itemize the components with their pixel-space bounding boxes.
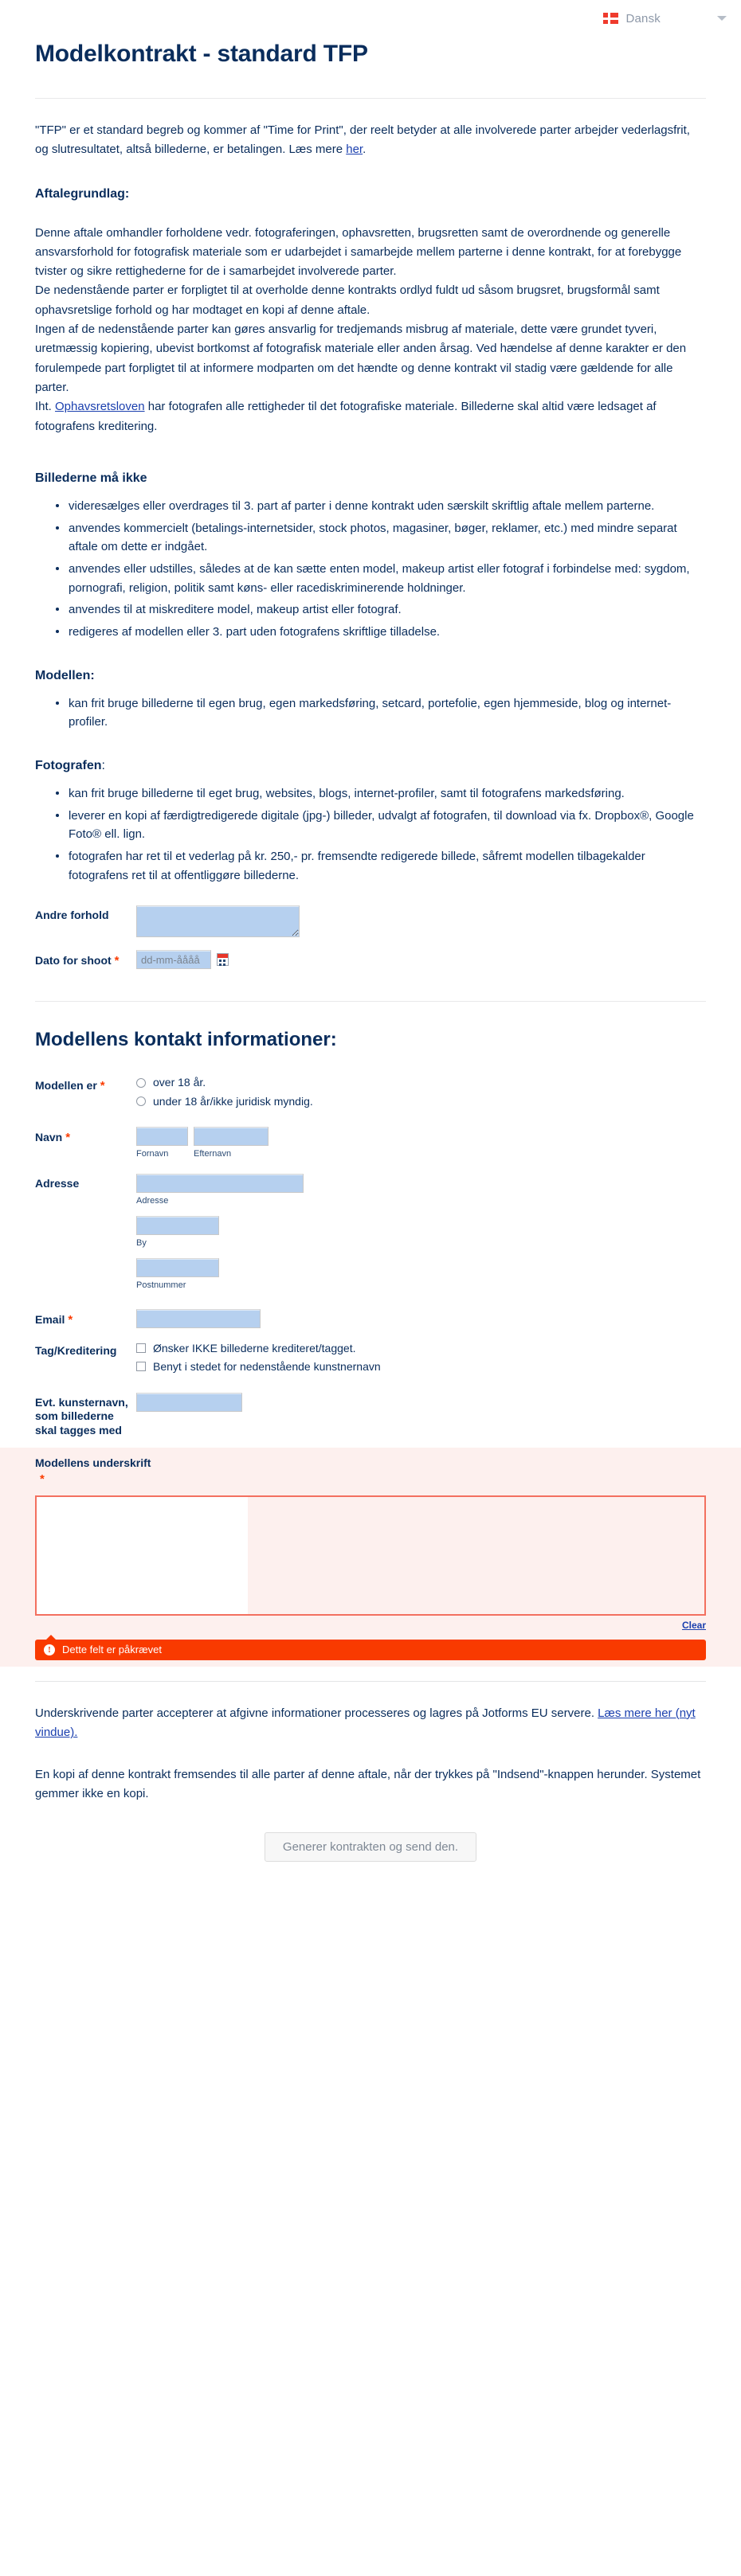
heading-fotografen: [35, 759, 706, 773]
agreement-paragraph-2: De nedenstående parter er forpligtet til at overholde denne kontrakts ordlyd fuldt ud såsom brugsret, brugsformål samt ophavsretslige forhold og har modtaget en kopi af denne aftale.: [35, 283, 660, 317]
field-row-address: [35, 1174, 706, 1292]
heading-aftalegrundlag: Aftalegrundlag:: [35, 186, 130, 201]
field-row-artist-name: [35, 1393, 706, 1439]
heading-modellen: Modellen:: [35, 668, 95, 682]
label-adresse: Adresse: [35, 1177, 80, 1190]
street-address-sublabel: Adresse: [136, 1196, 169, 1206]
required-asterisk: *: [65, 1130, 71, 1144]
field-row-shoot-date: [35, 950, 706, 969]
signature-canvas[interactable]: [35, 1495, 706, 1616]
title-divider: [35, 98, 706, 99]
label-navn: [35, 1127, 136, 1145]
control-email: [136, 1309, 706, 1328]
city-sublabel: By: [136, 1238, 147, 1249]
first-name-cell: [136, 1127, 188, 1159]
signature-section: [0, 1448, 741, 1667]
photographer-rights-list: [35, 784, 706, 885]
checkbox-label: Ønsker IKKE billederne krediteret/tagget.: [153, 1342, 356, 1355]
zip-sublabel: Postnummer: [136, 1280, 186, 1291]
list-item: fotografen har ret til et vederlag på kr. 250,- pr. fremsendte redigerede billede, såfremt modellen tilbagekalder fotografens ret til at offentliggøre billederne.: [56, 847, 706, 885]
label-modellens-underskrift: [35, 1456, 210, 1487]
list-item: videresælges eller overdrages til 3. part af parter i denne kontrakt uden særskilt skriftlig aftale mellem parterne.: [56, 497, 706, 516]
clear-signature-button[interactable]: Clear: [681, 1619, 706, 1631]
field-row-model-age: [35, 1075, 706, 1112]
shoot-date-input[interactable]: [136, 950, 211, 969]
last-name-cell: [194, 1127, 269, 1159]
model-rights-list: [35, 694, 706, 732]
checkbox-icon[interactable]: [136, 1343, 146, 1353]
chevron-down-icon[interactable]: [717, 16, 727, 21]
danish-flag-icon: [603, 13, 618, 24]
language-label: Dansk: [625, 11, 661, 25]
list-item: anvendes til at miskreditere model, makeup artist eller fotograf.: [56, 600, 706, 620]
consent-paragraph: [35, 1704, 706, 1743]
exclamation-icon: !: [44, 1644, 55, 1655]
restrictions-list: [35, 497, 706, 642]
field-row-name: [35, 1127, 706, 1159]
form-content: [0, 40, 741, 1862]
calendar-icon[interactable]: [217, 953, 229, 966]
field-row-tagging: [35, 1341, 706, 1378]
signature-drawing-area[interactable]: [37, 1497, 248, 1614]
control-tagging: [136, 1341, 706, 1378]
language-bar: [0, 0, 741, 37]
agreement-paragraph-3: Ingen af de nedenstående parter kan gøres ansvarlig for tredjemands misbrug af materiale, dette være grundet tyveri, uretmæssig kopiering, ubevist bortkomst af fotografisk materiale eller anden årsag. Ved hændelse af denne karakter er den forulempede part forpligtet til at informere modparten om det hændte og denne kontrakt vil stadig være gældende for alle parter.: [35, 322, 687, 394]
consent-text: Underskrivende parter accepterer at afgivne informationer processeres og lagres på Jotforms EU servere.: [35, 1706, 598, 1720]
date-input-group: [136, 950, 706, 969]
radio-label: under 18 år/ikke juridisk myndig.: [153, 1094, 313, 1108]
page-title: Modelkontrakt - standard TFP: [35, 41, 368, 67]
label-email: [35, 1309, 136, 1327]
list-item: leverer en kopi af færdigtredigerede digitale (jpg-) billeder, udvalgt af fotografen, til download via fx. Dropbox®, Google Foto® ell. lign.: [56, 807, 706, 844]
agreement-paragraph-4: [35, 397, 706, 436]
radio-icon[interactable]: [136, 1096, 146, 1106]
control-shoot-date: [136, 950, 706, 969]
artist-name-input[interactable]: [136, 1393, 242, 1412]
checkbox-option-no-credit[interactable]: [136, 1341, 706, 1355]
language-selector[interactable]: [603, 12, 727, 25]
first-name-sublabel: Fornavn: [136, 1148, 169, 1159]
agreement-p4-post: har fotografen alle rettigheder til det fotografiske materiale. Billederne skal altid være ledsaget af fotografens kreditering.: [35, 400, 657, 433]
ophavsretsloven-link[interactable]: Ophavsretsloven: [55, 400, 145, 414]
last-name-sublabel: Efternavn: [194, 1148, 232, 1159]
zip-input[interactable]: [136, 1258, 219, 1277]
label-navn-text: Navn: [35, 1130, 63, 1143]
label-modellen-er: [35, 1075, 136, 1093]
heading-restrictions: Billederne må ikke: [35, 471, 147, 485]
required-asterisk: *: [114, 954, 120, 968]
radio-option-under-18[interactable]: [136, 1094, 706, 1108]
city-input[interactable]: [136, 1216, 219, 1235]
radio-option-over-18[interactable]: [136, 1075, 706, 1089]
radio-label: over 18 år.: [153, 1076, 206, 1089]
first-name-input[interactable]: [136, 1127, 188, 1146]
label-dato-text: Dato for shoot: [35, 954, 112, 967]
signature-error: [35, 1640, 706, 1660]
error-arrow: [45, 1635, 57, 1640]
contact-section-title: Modellens kontakt informationer:: [35, 1029, 337, 1051]
label-tag-kreditering: Tag/Kreditering: [35, 1344, 117, 1358]
intro-link-her[interactable]: her: [346, 143, 363, 157]
intro-text-part1: "TFP" er et standard begreb og kommer af "Time for Print", der reelt betyder at alle involverede parter arbejder vederlagsfrit, og slutresultatet, altså billederne, er betalingen. Læs mere: [35, 123, 690, 157]
control-andre-forhold: [136, 905, 706, 937]
submit-button[interactable]: Generer kontrakten og send den.: [265, 1832, 476, 1862]
other-conditions-textarea[interactable]: [136, 905, 300, 937]
intro-paragraph: [35, 121, 706, 160]
email-input[interactable]: [136, 1309, 261, 1328]
label-underskrift-text: Modellens underskrift: [35, 1456, 151, 1470]
name-input-group: [136, 1127, 706, 1159]
agreement-paragraph-1: Denne aftale omhandler forholdene vedr. fotograferingen, ophavsretten, brugsretten samt de overordnende og generelle ansvarsforhold for fotografisk materiale som er udarbejdet i samarbejde mellem parterne i denne kontrakt, for at forebygge tvister og sikre rettighederne for de i samarbejdet involverede parter.: [35, 225, 682, 279]
footer-divider: [35, 1681, 706, 1682]
list-item: anvendes eller udstilles, således at de kan sætte enten model, makeup artist eller fotograf i forbindelse med: sygdom, pornografi, religion, politik samt køns- eller racediskriminerende holdninger.: [56, 560, 706, 597]
label-modellen-er-text: Modellen er: [35, 1079, 97, 1093]
checkbox-option-artist-name[interactable]: [136, 1359, 706, 1374]
checkbox-icon[interactable]: [136, 1362, 146, 1371]
label-email-text: Email: [35, 1313, 65, 1327]
label-andre-forhold: Andre forhold: [35, 909, 109, 922]
error-message: Dette felt er påkrævet: [62, 1644, 162, 1656]
signature-clear-row: [35, 1618, 706, 1632]
list-item: anvendes kommercielt (betalings-internetsider, stock photos, magasiner, bøger, reklamer, etc.) med mindre separat aftale om dette er indgået.: [56, 519, 706, 557]
radio-icon[interactable]: [136, 1078, 146, 1088]
control-address: [136, 1174, 706, 1292]
control-artist-name: [136, 1393, 706, 1412]
copy-note-paragraph: En kopi af denne kontrakt fremsendes til alle parter af denne aftale, når der trykkes på "Indsend"-knappen herunder. Systemet gemmer ikke en kopi.: [35, 1767, 701, 1800]
last-name-input[interactable]: [194, 1127, 269, 1146]
section-divider: [35, 1001, 706, 1002]
list-item: redigeres af modellen eller 3. part uden fotografens skriftlige tilladelse.: [56, 623, 706, 642]
field-row-email: [35, 1309, 706, 1328]
required-asterisk: *: [40, 1472, 45, 1487]
list-item: kan frit bruge billederne til egen brug, egen markedsføring, setcard, portefolie, egen hjemmeside, blog og internet-profiler.: [56, 694, 706, 732]
required-asterisk: *: [68, 1313, 73, 1327]
agreement-p4-pre: Iht.: [35, 400, 56, 414]
label-kunsternavn: Evt. kunsternavn, som billederne skal tagges med: [35, 1395, 128, 1437]
list-item: kan frit bruge billederne til eget brug, websites, blogs, internet-profiler, samt til fotografens markedsføring.: [56, 784, 706, 803]
heading-fotografen-colon: :: [101, 759, 105, 773]
privacy-policy-link[interactable]: Læs mere her (nyt vindue).: [35, 1706, 696, 1740]
heading-fotografen-bold: Fotografen: [35, 759, 102, 773]
checkbox-label: Benyt i stedet for nedenstående kunstnernavn: [153, 1360, 381, 1374]
error-bar: [35, 1640, 706, 1660]
control-name: [136, 1127, 706, 1159]
submit-row: [35, 1832, 706, 1862]
label-dato-for-shoot: [35, 950, 136, 968]
field-row-other-conditions: [35, 905, 706, 937]
street-address-input[interactable]: [136, 1174, 304, 1193]
intro-text-part2: .: [363, 143, 367, 157]
required-asterisk: *: [100, 1079, 105, 1093]
control-model-age: [136, 1075, 706, 1112]
